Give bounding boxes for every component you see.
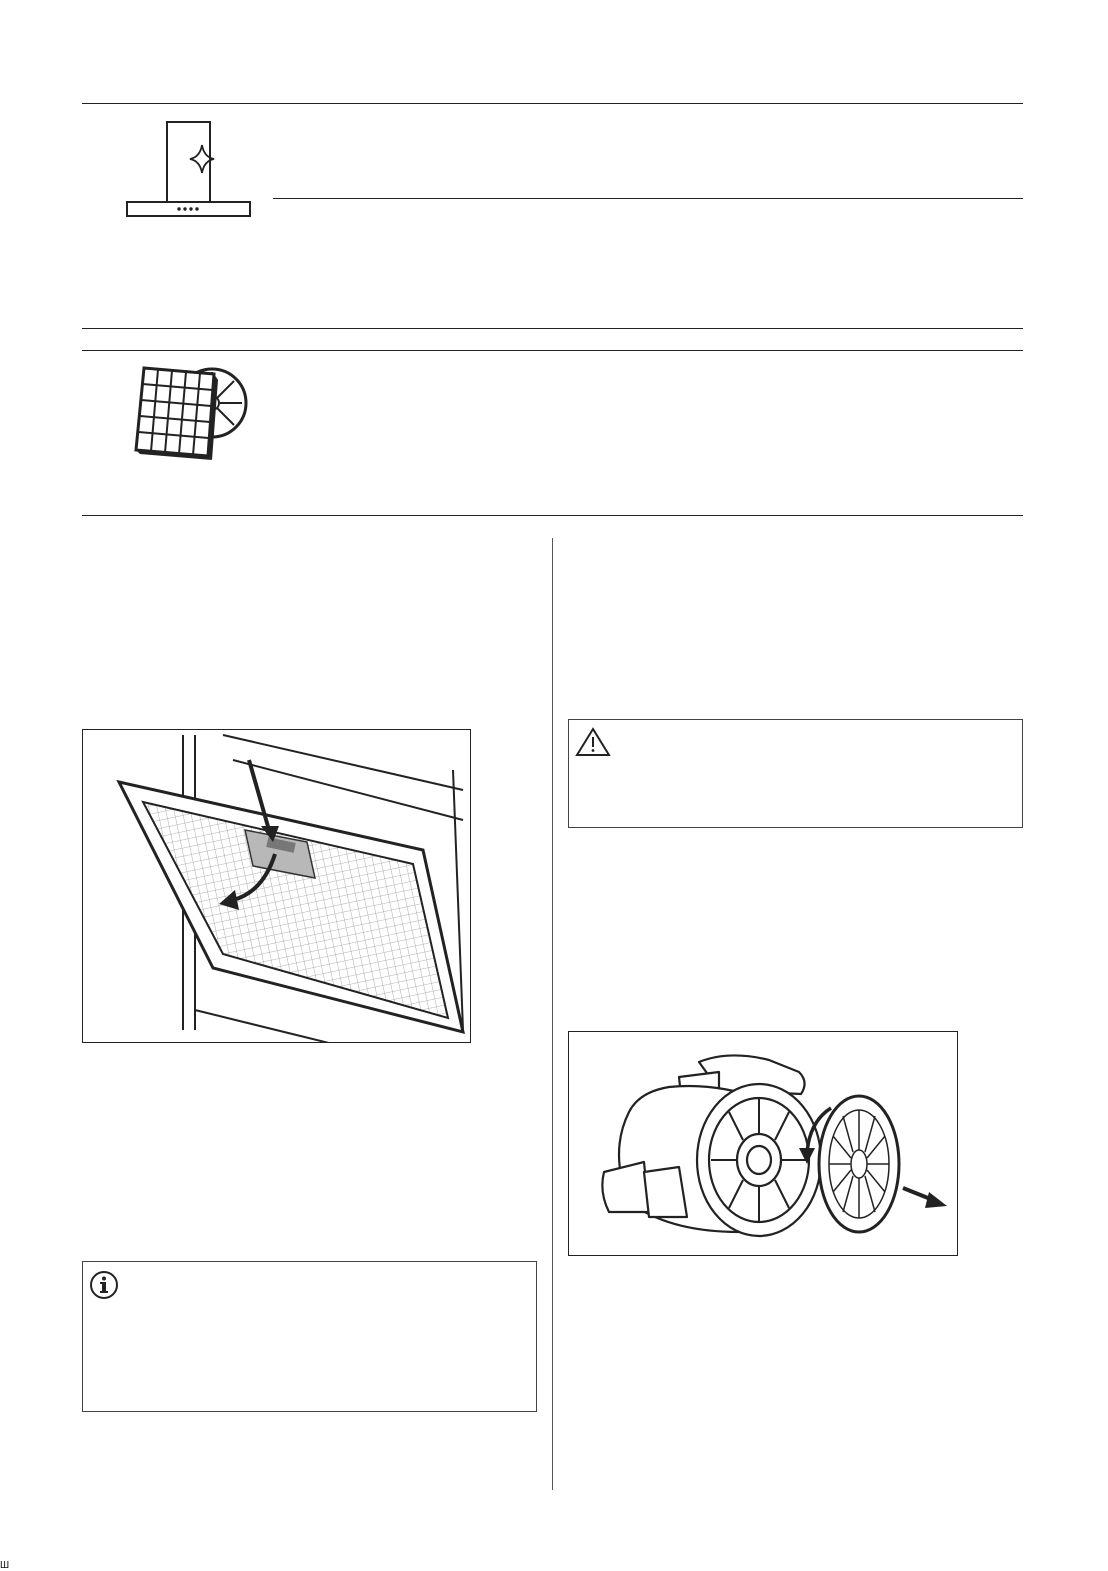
warning-notice <box>568 719 1023 828</box>
filters-icon <box>128 360 248 470</box>
warning-icon <box>575 726 611 758</box>
charcoal-filter-removal-figure <box>568 1031 958 1256</box>
info-icon <box>89 1270 119 1300</box>
info-notice <box>82 1261 537 1412</box>
top-rule <box>82 103 1023 104</box>
section-rule-b <box>82 350 1023 351</box>
section-rule-c <box>82 515 1023 516</box>
column-divider <box>552 538 553 1490</box>
hood-section-subrule <box>273 198 1023 199</box>
grease-filter-removal-figure <box>82 729 471 1043</box>
hood-clean-icon <box>120 115 260 225</box>
section-rule-a <box>82 328 1023 329</box>
page-footer-mark: Ш <box>0 1560 10 1571</box>
